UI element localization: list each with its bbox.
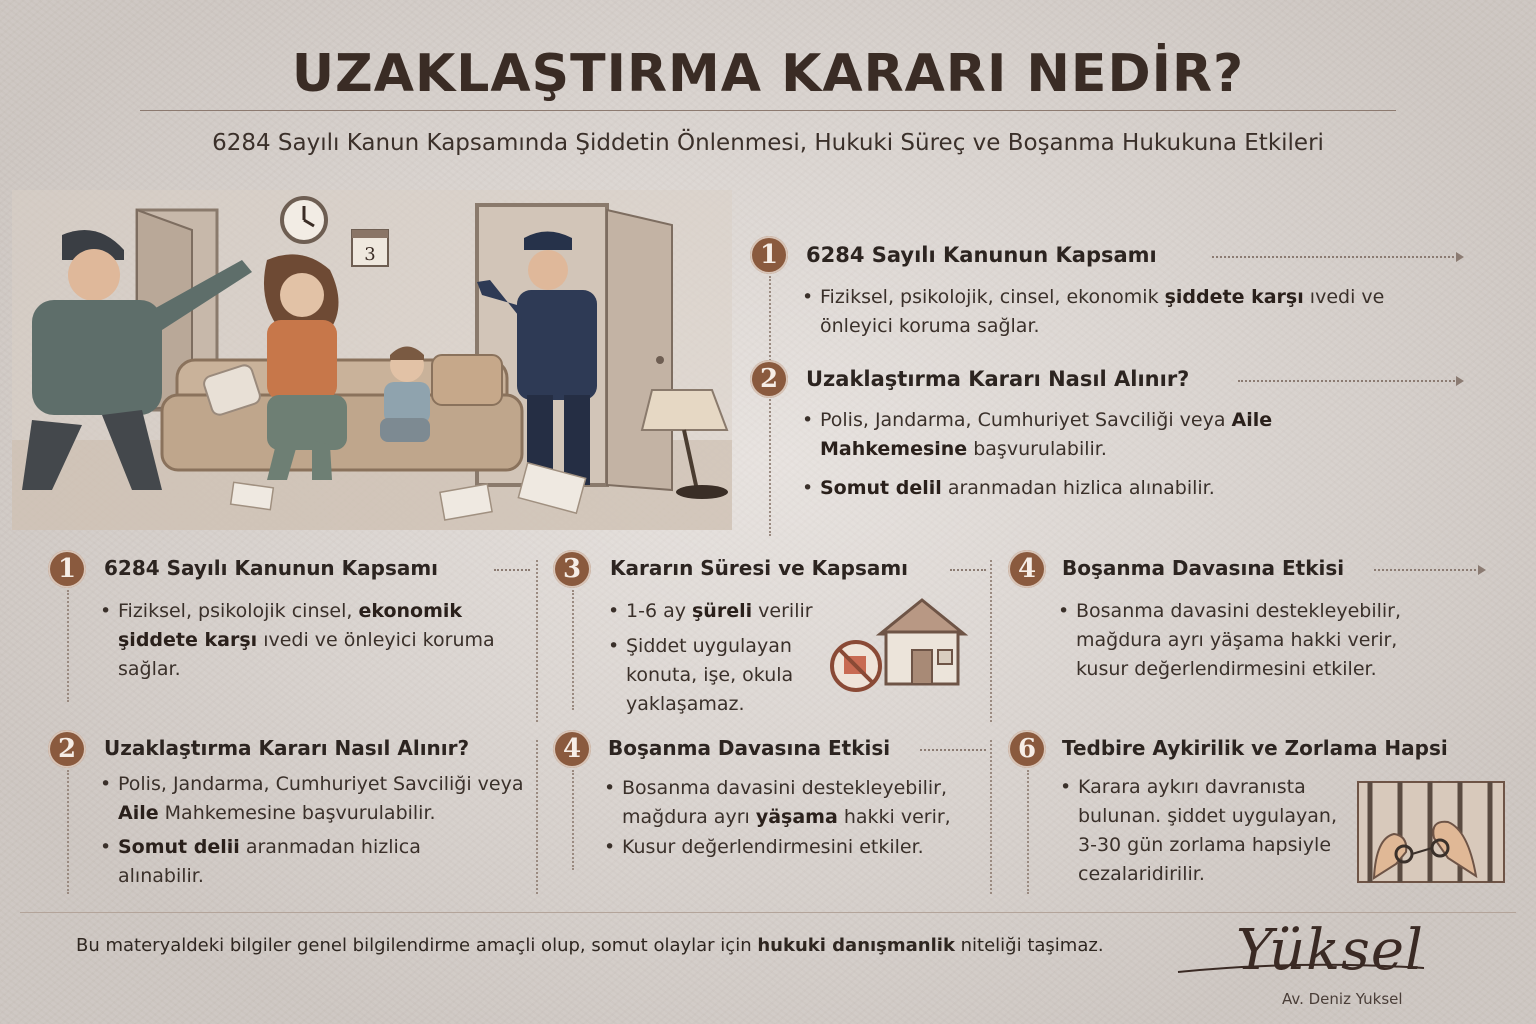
grid-divider [536,740,538,894]
page-title: UZAKLAŞTIRMA KARARI NEDİR? [291,44,1245,104]
grid-section-2-number: 2 [48,730,86,768]
grid-section-3-leader [950,569,986,571]
signature-name: Av. Deniz Yuksel [1282,990,1403,1008]
top-section-1-leader [1212,256,1458,258]
grid-section-2-bullet-2: • Somut delii aranmadan hizlica alınabilir. [118,833,498,891]
disclaimer-text: Bu materyaldeki bilgiler genel bilgilendirme amaçli olup, somut olaylar için hukuki danışmanlik niteliği taşimaz. [76,935,1104,956]
calendar-day: 3 [364,244,376,265]
top-section-1-heading: 6284 Sayılı Kanunun Kapsamı [806,243,1157,267]
grid-section-4-bullet: • Bosanma davasini destekleyebilir, mağdura ayrı yäşama hakki verir, kusur değerlendirmesini etkiler. [1076,597,1436,684]
grid-divider [990,560,992,722]
grid-section-6-bullet: • Karara aykırı davranısta bulunan. şiddet uygulayan, 3-30 gün zorlama hapsiyle cezalaridirilir. [1078,773,1358,889]
title-divider [140,110,1396,111]
grid-section-4b-number: 4 [553,730,591,768]
calendar-icon [352,230,388,266]
grid-section-3-bullet-1: • 1-6 ay şüreli verilir [626,597,846,626]
jail-bars-handcuffs-icon [1356,778,1506,886]
grid-section-3-number: 3 [553,550,591,588]
grid-section-6-heading: Tedbire Aykirilik ve Zorlama Hapsi [1062,736,1448,760]
grid-section-4b-line [572,770,574,870]
woman-figure [264,254,347,480]
grid-section-4b-bullet-1: • Bosanma davasini destekleyebilir, mağdura ayrı yäşama hakki verir, [622,774,982,832]
grid-section-4b-leader [920,749,986,751]
top-section-2-number: 2 [750,360,788,398]
grid-section-3-bullet-2: • Şiddet uygulayan konuta, işe, okula yaklaşamaz. [626,632,826,719]
grid-section-1-bullet: • Fiziksel, psikolojik cinsel, ekonomik şiddete karşı ıvedi ve önleyici koruma sağlar. [118,597,518,684]
top-timeline-line [769,276,771,536]
grid-section-2-bullet-1: • Polis, Jandarma, Cumhuriyet Savciliği veya Aile Mahkemesine başvurulabilir. [118,770,528,828]
grid-section-1-line [67,590,69,702]
page-subtitle: 6284 Sayılı Kanun Kapsamında Şiddetin Önlenmesi, Hukuki Süreç ve Boşanma Hukukuna Etkileri [212,130,1324,156]
grid-section-3-line [572,590,574,710]
clock-icon [282,198,326,242]
top-section-2-bullet-1: • Polis, Jandarma, Cumhuriyet Savciliği veya Aile Mahkemesine başvurulabilir. [820,406,1380,464]
grid-section-6-line [1027,770,1029,894]
signature: Yüksel [1236,918,1424,983]
house-no-entry-icon [830,594,970,698]
grid-section-1-heading: 6284 Sayılı Kanunun Kapsamı [104,556,439,580]
footer-divider [20,912,1516,913]
grid-section-4-leader [1374,569,1480,571]
grid-divider [536,560,538,722]
top-section-1-number: 1 [750,236,788,274]
grid-section-1-number: 1 [48,550,86,588]
top-section-1-bullet: • Fiziksel, psikolojik, cinsel, ekonomik şiddete karşı ıvedi ve önleyici koruma sağlar. [820,283,1410,341]
arrow-icon [1456,252,1464,262]
grid-section-2-line [67,770,69,894]
grid-section-4-heading: Boşanma Davasına Etkisi [1062,556,1345,580]
grid-section-6-number: 6 [1008,730,1046,768]
signature-flourish [1176,958,1426,978]
arrow-icon [1478,565,1486,575]
domestic-violence-illustration [12,190,732,530]
grid-section-4b-bullet-2: • Kusur değerlendirmesini etkiler. [622,833,982,862]
arrow-icon [1456,376,1464,386]
grid-divider [990,740,992,894]
grid-section-4-number: 4 [1008,550,1046,588]
top-section-2-heading: Uzaklaştırma Kararı Nasıl Alınır? [806,367,1190,391]
grid-section-1-leader [494,569,530,571]
grid-section-3-heading: Kararın Süresi ve Kapsamı [610,556,909,580]
grid-section-2-heading: Uzaklaştırma Kararı Nasıl Alınır? [104,736,470,760]
top-section-2-leader [1238,380,1458,382]
grid-section-4b-heading: Boşanma Davasına Etkisi [608,736,891,760]
top-section-2-bullet-2: • Somut delil aranmadan hizlica alınabilir. [820,474,1380,503]
